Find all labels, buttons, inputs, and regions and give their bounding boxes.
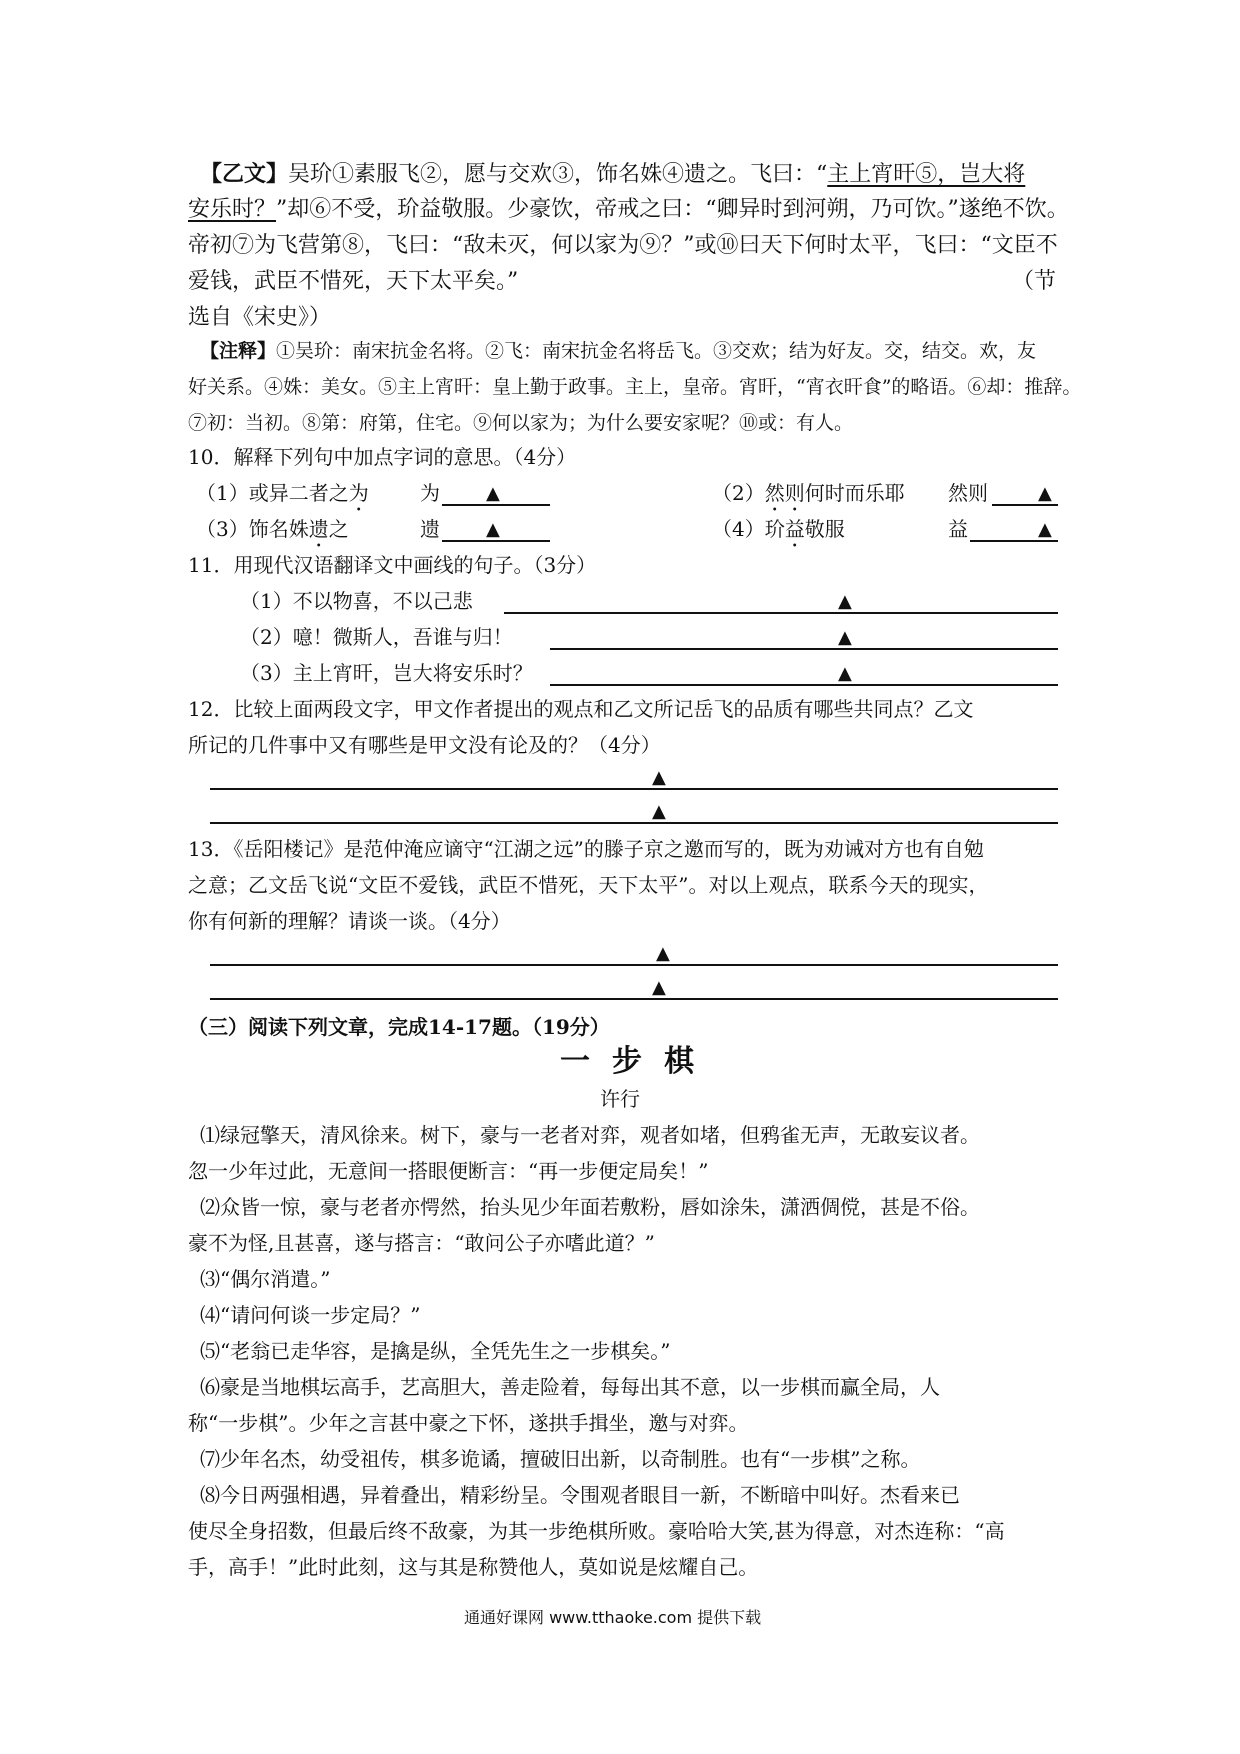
q10-item-2: （2）然则何时而乐耶 [712,481,905,505]
story-line: ⑶“偶尔消遣。” [200,1267,331,1291]
q10-word-3: 遗 [420,517,440,541]
q11-item-1: （1）不以物喜，不以己悲 [240,589,473,613]
story-line: ⑴绿冠擎天，清风徐来。树下，豪与一老者对弈，观者如堵，但鸦雀无声，无敢妄议者。 [200,1123,980,1147]
article-title: 一步棋 [560,1044,716,1079]
q11-answer-line-2[interactable] [550,648,1058,650]
answer-marker: ▲ [652,801,666,822]
q10-answer-line-4[interactable] [970,540,1058,542]
yiwen-label: 【乙文】 [200,161,289,187]
story-line: ⑸“老翁已走华容，是擒是纵，全凭先生之一步棋矣。” [200,1339,671,1363]
underlined-sentence-end: 安乐时？ [188,197,277,222]
q12-answer-line-2[interactable] [210,822,1058,824]
yiwen-source: 选自《宋史》） [188,305,332,330]
story-line: ⑺少年名杰，幼受祖传，棋多诡谲，擅破旧出新，以奇制胜。也有“一步棋”之称。 [200,1447,921,1471]
q10-word-2: 然则 [948,481,988,505]
underlined-sentence: 主上宵旰⑤，岂大将 [827,162,1026,187]
q12-line-2: 所记的几件事中又有哪些是甲文没有论及的？（4分） [188,733,661,757]
q13-answer-line-1[interactable] [210,964,1058,966]
page-footer: 通通好课网 www.tthaoke.com 提供下载 [464,1608,762,1627]
q12-line-1: 12．比较上面两段文字，甲文作者提出的观点和乙文所记岳飞的品质有哪些共同点？乙文 [188,697,974,721]
answer-marker: ▲ [838,591,852,612]
q13-line-3: 你有何新的理解？请谈一谈。（4分） [188,909,511,933]
q10-title: 10．解释下列句中加点字词的意思。（4分） [188,445,577,469]
notes-label: 【注释】 [200,340,277,362]
q10-answer-line-1[interactable] [442,504,550,506]
q10-word-4: 益 [948,517,968,541]
notes-line-2: 好关系。④姝：美女。⑤主上宵旰：皇上勤于政事。主上，皇帝。宵旰，“宵衣旰食”的略语。⑥却：推辞。 [188,376,1082,398]
story-line: ⑵众皆一惊，豪与老者亦愕然，抬头见少年面若敷粉，唇如涂朱，潇洒倜傥，甚是不俗。 [200,1195,980,1219]
answer-marker: ▲ [652,977,666,998]
yiwen-line-1: 【乙文】吴玠①素服飞②，愿与交欢③，饰名姝④遗之。飞曰：“主上宵旰⑤，岂大将 [200,161,1026,187]
section-3-header: （三）阅读下列文章，完成14-17题。（19分） [188,1015,610,1039]
yiwen-line-4: 爱钱，武臣不惜死，天下太平矣。” [188,269,519,294]
q13-answer-line-2[interactable] [210,998,1058,1000]
answer-marker: ▲ [838,627,852,648]
notes-line-3: ⑦初：当初。⑧第：府第，住宅。⑨何以家为；为什么要安家呢？⑩或：有人。 [188,412,854,434]
story-line: 称“一步棋”。少年之言甚中豪之下怀，遂拱手揖坐，邀与对弈。 [188,1411,749,1435]
q11-item-3: （3）主上宵旰，岂大将安乐时？ [240,661,533,685]
answer-marker: ▲ [486,483,500,504]
q10-item-1: （1）或异二者之为 [196,481,369,505]
story-line: ⑷“请问何谈一步定局？” [200,1303,421,1327]
q10-answer-line-3[interactable] [442,540,550,542]
q11-answer-line-1[interactable] [504,612,1058,614]
q10-answer-line-2[interactable] [992,504,1058,506]
story-line: 使尽全身招数，但最后终不敌豪，为其一步绝棋所败。豪哈哈大笑,甚为得意，对杰连称：“高 [188,1519,1005,1543]
q11-title: 11．用现代汉语翻译文中画线的句子。（3分） [188,553,597,577]
notes-line-1: 【注释】①吴玠：南宋抗金名将。②飞：南宋抗金名将岳飞。③交欢；结为好友。交，结交。欢，友 [200,340,1037,362]
answer-marker: ▲ [486,519,500,540]
story-line: 忽一少年过此，无意间一搭眼便断言：“再一步便定局矣！” [188,1159,709,1183]
answer-marker: ▲ [652,767,666,788]
yiwen-source-start: （节 [1012,269,1057,294]
answer-marker: ▲ [1038,483,1052,504]
article-author: 许行 [600,1087,640,1111]
q11-answer-line-3[interactable] [550,684,1058,686]
answer-marker: ▲ [838,663,852,684]
q11-item-2: （2）噫！微斯人，吾谁与归！ [240,625,513,649]
q10-item-4: （4）玠益敬服 [712,517,845,541]
q10-word-1: 为 [420,481,440,505]
story-line: ⑹豪是当地棋坛高手，艺高胆大，善走险着，每每出其不意，以一步棋而赢全局，人 [200,1375,940,1399]
q10-item-3: （3）饰名姝遗之 [196,517,349,541]
yiwen-line-3: 帝初⑦为飞营第⑧，飞曰：“敌未灭，何以家为⑨？”或⑩曰天下何时太平，飞曰：“文臣不 [188,233,1058,258]
story-line: ⑻今日两强相遇，异着叠出，精彩纷呈。令围观者眼目一新，不断暗中叫好。杰看来已 [200,1483,960,1507]
yiwen-line-2: 安乐时？”却⑥不受，玠益敬服。少豪饮，帝戒之曰：“卿异时到河朔，乃可饮。”遂绝不饮。 [188,197,1069,222]
q12-answer-line-1[interactable] [210,788,1058,790]
story-line: 手，高手！”此时此刻，这与其是称赞他人，莫如说是炫耀自己。 [188,1555,759,1579]
answer-marker: ▲ [656,943,670,964]
q13-line-1: 13．《岳阳楼记》是范仲淹应谪守“江湖之远”的滕子京之邀而写的，既为劝诫对方也有自勉 [188,837,984,861]
story-line: 豪不为怪,且甚喜，遂与搭言：“敢问公子亦嗜此道？” [188,1231,655,1255]
answer-marker: ▲ [1038,519,1052,540]
q13-line-2: 之意；乙文岳飞说“文臣不爱钱，武臣不惜死，天下太平”。对以上观点，联系今天的现实， [188,873,989,897]
